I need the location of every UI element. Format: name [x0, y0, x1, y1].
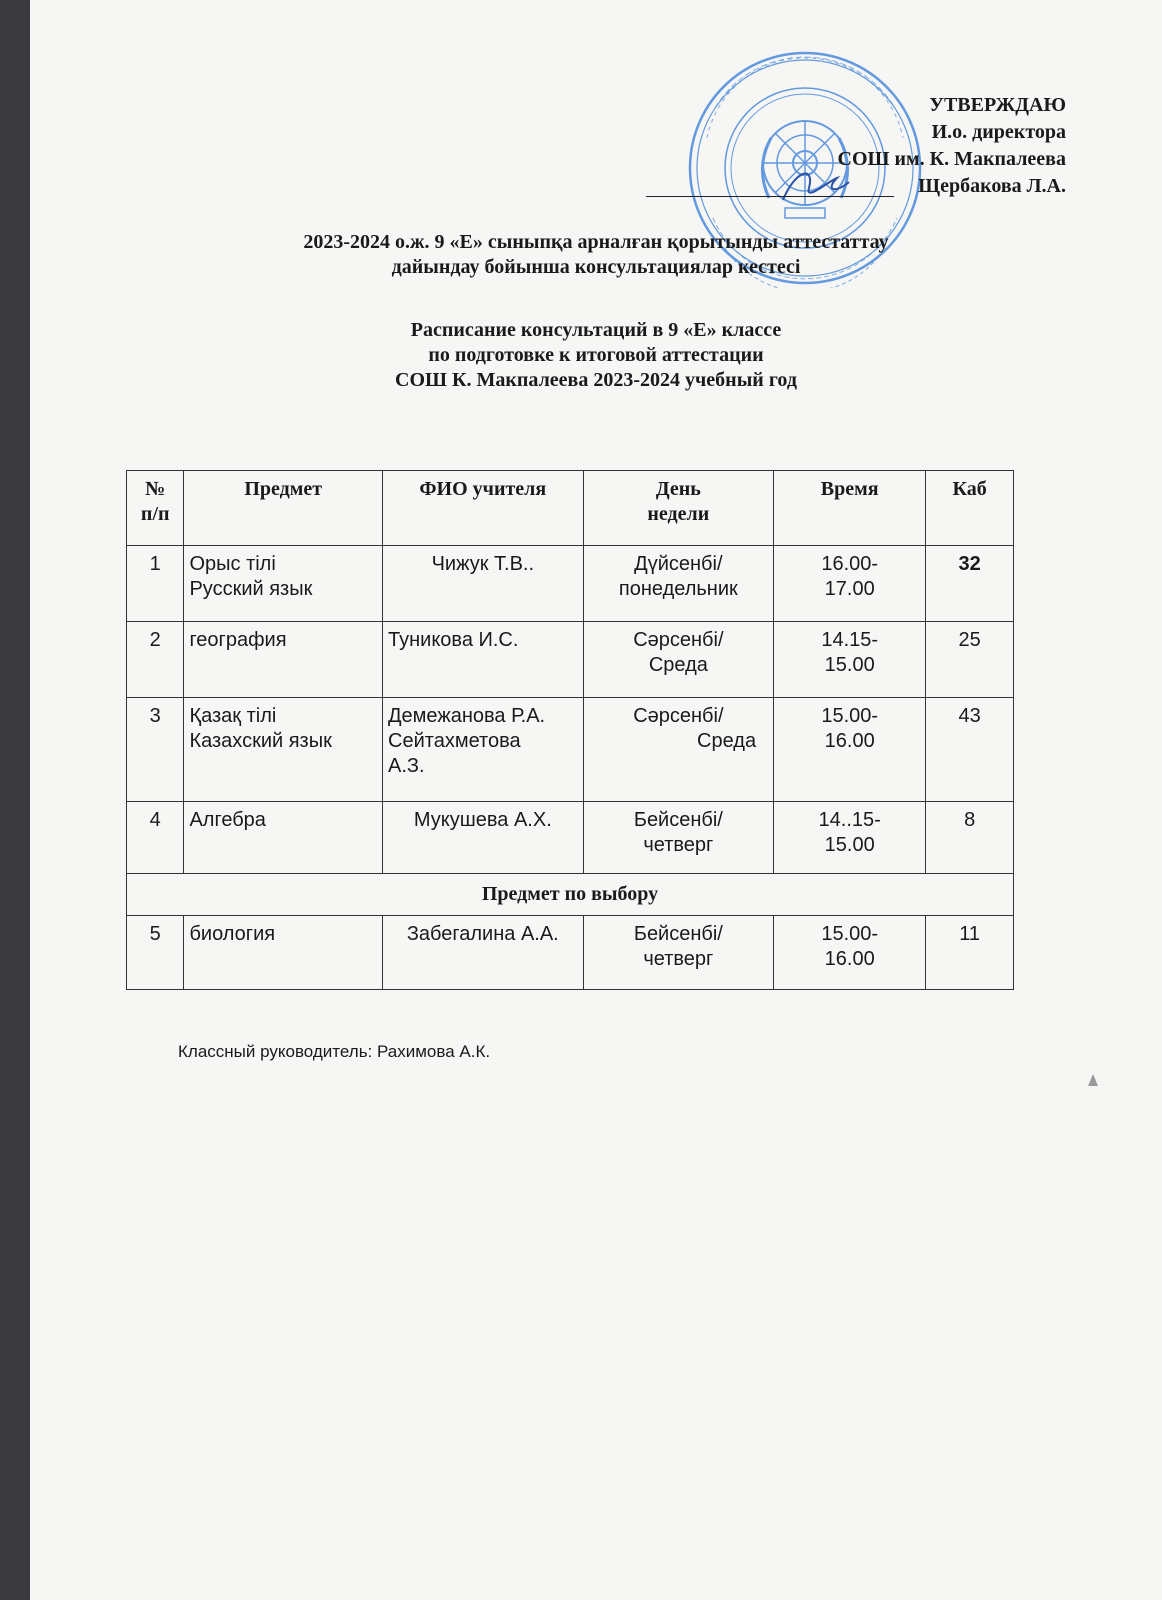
row-room: 32: [926, 546, 1014, 622]
row-subject: биология: [184, 916, 383, 990]
day-line: Дүйсенбі/: [634, 553, 723, 575]
table-row: [127, 546, 1014, 622]
signature-line: [646, 196, 894, 197]
row-room: 11: [926, 916, 1014, 990]
header-day: [583, 471, 774, 546]
elective-section-label: Предмет по выбору: [127, 874, 1014, 916]
day-line: четверг: [643, 948, 714, 970]
row-subject: Алгебра: [184, 802, 383, 874]
header-room: Каб: [926, 471, 1014, 546]
elective-section-row: [127, 874, 1014, 916]
subject-line: Қазақ тілі: [189, 705, 277, 727]
row-subject: [184, 546, 383, 622]
title-russian-line1: Расписание консультаций в 9 «Е» классе: [410, 319, 782, 341]
day-line: Сәрсенбі/: [633, 629, 724, 651]
row-number: 1: [127, 546, 184, 622]
time-line: 16.00: [824, 948, 875, 970]
teacher-line: Сейтахметова: [388, 730, 521, 752]
table-row: [127, 622, 1014, 698]
day-line: понедельник: [618, 578, 738, 600]
header-subject: Предмет: [184, 471, 383, 546]
row-teacher: Мукушева А.Х.: [383, 802, 584, 874]
title-kazakh: [30, 230, 1162, 280]
header-teacher: ФИО учителя: [383, 471, 584, 546]
row-teacher: [383, 698, 584, 802]
table-row: [127, 916, 1014, 990]
teacher-line: А.З.: [388, 755, 425, 777]
header-day-line1: День: [655, 478, 701, 500]
header-number: [127, 471, 184, 546]
row-number: 5: [127, 916, 184, 990]
header-number-line2: п/п: [140, 503, 170, 525]
approval-school: СОШ им. К. Макпалеева: [837, 148, 1066, 170]
row-time: [774, 622, 926, 698]
approval-director-name: Щербакова Л.А.: [918, 175, 1066, 197]
header-number-line1: №: [145, 478, 166, 500]
subject-line: Орыс тілі: [189, 553, 276, 575]
time-line: 16.00-: [821, 553, 879, 575]
time-line: 14.15-: [821, 629, 879, 651]
teacher-line: Демежанова Р.А.: [388, 705, 546, 727]
title-kazakh-line2: дайындау бойынша консультациялар кестесі: [391, 256, 801, 278]
row-subject: [184, 698, 383, 802]
row-number: 2: [127, 622, 184, 698]
row-room: 43: [926, 698, 1014, 802]
document-page: [30, 0, 1162, 1600]
class-teacher-note: Классный руководитель: Рахимова А.К.: [178, 1042, 491, 1061]
time-line: 15.00-: [821, 923, 879, 945]
approval-position: И.о. директора: [931, 121, 1066, 143]
row-day: [583, 622, 774, 698]
day-line: Бейсенбі/: [633, 809, 723, 831]
time-line: 17.00: [824, 578, 875, 600]
consultation-schedule-table: [126, 470, 1014, 990]
time-line: 14..15-: [818, 809, 881, 831]
row-teacher: Чижук Т.В..: [383, 546, 584, 622]
row-time: [774, 802, 926, 874]
title-russian: [30, 318, 1162, 393]
subject-line: Русский язык: [189, 578, 313, 600]
row-time: [774, 698, 926, 802]
approval-heading: УТВЕРЖДАЮ: [929, 94, 1066, 116]
time-line: 15.00-: [821, 705, 879, 727]
row-room: 25: [926, 622, 1014, 698]
row-day: [583, 546, 774, 622]
table-row: [127, 802, 1014, 874]
day-line: Среда: [648, 654, 708, 676]
row-day: [583, 698, 774, 802]
title-russian-line2: по подготовке к итоговой аттестации: [428, 344, 764, 366]
day-line: Среда: [697, 730, 757, 752]
time-line: 15.00: [824, 654, 875, 676]
approval-block: [838, 92, 1067, 200]
row-teacher: Забегалина А.А.: [383, 916, 584, 990]
row-time: [774, 916, 926, 990]
header-time: Время: [774, 471, 926, 546]
time-line: 15.00: [824, 834, 875, 856]
row-time: [774, 546, 926, 622]
row-number: 4: [127, 802, 184, 874]
day-line: Сәрсенбі/: [633, 705, 724, 727]
row-teacher: Туникова И.С.: [383, 622, 584, 698]
time-line: 16.00: [824, 730, 875, 752]
row-number: 3: [127, 698, 184, 802]
table-row: [127, 698, 1014, 802]
row-day: [583, 802, 774, 874]
title-kazakh-line1: 2023-2024 о.ж. 9 «Е» сыныпқа арналған қорытынды аттестаттау: [303, 231, 889, 253]
subject-line: Казахский язык: [189, 730, 332, 752]
day-line: четверг: [643, 834, 714, 856]
table-header-row: [127, 471, 1014, 546]
day-line: Бейсенбі/: [633, 923, 723, 945]
title-russian-line3: СОШ К. Макпалеева 2023-2024 учебный год: [395, 369, 797, 391]
header-day-line2: недели: [647, 503, 710, 525]
row-room: 8: [926, 802, 1014, 874]
row-subject: география: [184, 622, 383, 698]
row-day: [583, 916, 774, 990]
scan-mark: [1088, 1074, 1098, 1086]
